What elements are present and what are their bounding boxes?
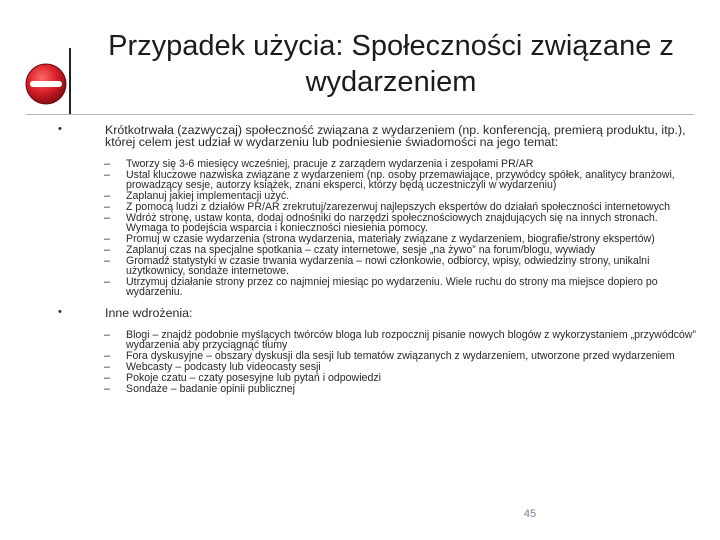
list-item: – Webcasty – podcasty lub videocasty sesji [104, 361, 321, 373]
list-item: – Gromadź statystyki w czasie trwania wydarzenia – nowi członkowie, odbiorcy, wpisy, odwiedziny strony, unikalni użytkownicy, sondaże internetowe. [104, 255, 650, 277]
list-item: – Wdróż stronę, ustaw konta, dodaj odnośniki do narzędzi społecznościowych znajdujących się na innych stronach. Wymaga to podejścia wsparcia i konieczności niesienia pomocy. [104, 212, 658, 234]
list-item: – Utrzymuj działanie strony przez co najmniej miesiąc po wydarzeniu. Wiele ruchu do strony ma miejsce dopiero po wydarzeniu. [104, 276, 658, 298]
bullet-1 [58, 124, 698, 148]
header-divider [26, 114, 694, 115]
bullet-1-sublist [58, 159, 698, 297]
list-item: – Sondaże – badanie opinii publicznej [104, 383, 296, 395]
list-item: – Zaplanuj czas na specjalne spotkania – czaty internetowe, sesje „na żywo” na forum/blogu, wywiady [104, 244, 596, 256]
bullet-1-text: Krótkotrwała (zazwyczaj) społeczność związana z wydarzeniem (np. konferencją, premierą produktu, itp.), której celem jest udział w wydarzeniu lub podniesienie świadomości na jego temat: [105, 123, 686, 149]
bullet-marker: • [58, 123, 62, 135]
list-item: – Blogi – znajdź podobnie myślących twórców bloga lub rozpocznij pisanie nowych blogów z wykorzystaniem „przywódców” wydarzenia aby przyciągnąć tłumy [104, 329, 696, 351]
bullet-marker: • [58, 306, 62, 318]
list-item: – Ustal kluczowe nazwiska związane z wydarzeniem (np. osoby przemawiające, przywódcy spółek, analitycy branżowi, prowadzący sesje, autorzy książek, znani eksperci, którzy będą uczestniczyli w wydarzeniu) [104, 169, 675, 191]
list-item: – Z pomocą ludzi z działów PR/AR zrekrutuj/zarezerwuj najlepszych ekspertów do działań społeczności internetowych [104, 201, 671, 213]
list-item: – Pokoje czatu – czaty posesyjne lub pytań i odpowiedzi [104, 372, 381, 384]
slide-title: Przypadek użycia: Społeczności związane z wydarzeniem [108, 30, 674, 98]
list-item: – Promuj w czasie wydarzenia (strona wydarzenia, materiały związane z wydarzeniem, biografie/strony ekspertów) [104, 233, 655, 245]
bullet-2 [58, 307, 698, 319]
slide-content [58, 124, 698, 395]
red-circle-logo-icon [24, 62, 68, 106]
list-item: – Fora dyskusyjne – obszary dyskusji dla sesji lub tematów związanych z wydarzeniem, utworzone przed wydarzeniem [104, 350, 675, 362]
title-vertical-rule [69, 48, 71, 114]
list-item: – Zaplanuj jakiej implementacji użyć. [104, 190, 290, 202]
page-number: 45 [523, 508, 537, 520]
bullet-2-text: Inne wdrożenia: [105, 306, 193, 320]
list-item: – Tworzy się 3-6 miesięcy wcześniej, pracuje z zarządem wydarzenia i zespołami PR/AR [104, 158, 534, 170]
bullet-2-sublist [58, 330, 698, 394]
